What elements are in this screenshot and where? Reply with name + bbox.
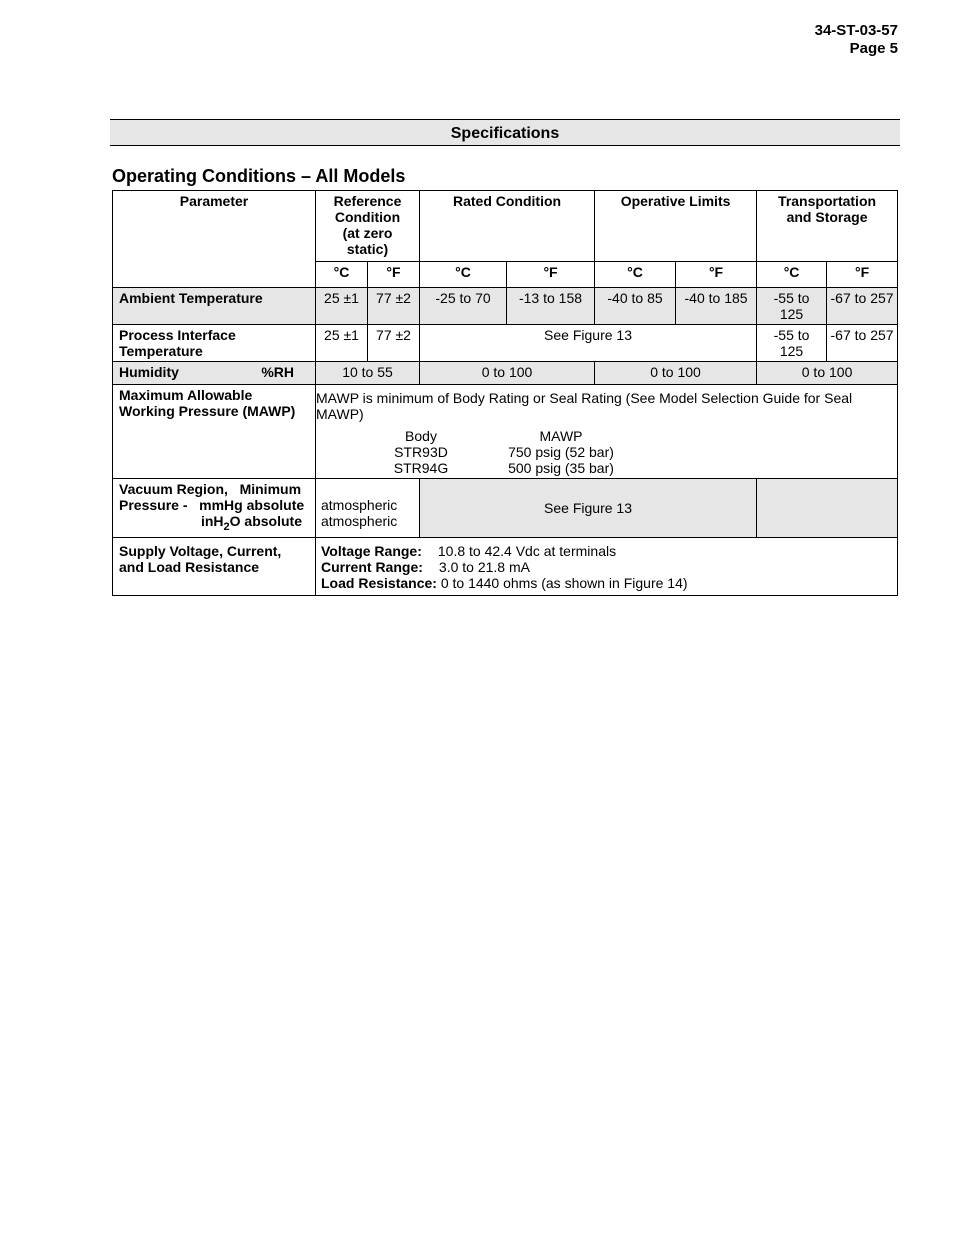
mawp-row: STR94G 500 psig (35 bar) [393,460,614,476]
page-number: Page 5 [849,40,898,57]
reference-header: Reference Condition (at zero static) [316,191,420,262]
table-cell: 0 to 100 [757,362,898,385]
table-row [113,288,898,325]
table-cell: 10 to 55 [316,362,420,385]
mawp-row: STR93D 750 psig (52 bar) [394,444,614,460]
table-cell: -55 to 125 [757,288,827,325]
table-row [113,385,898,479]
mawp-header-row: Body MAWP [405,428,583,444]
table-cell: -40 to 85 [595,288,676,325]
unit-cell: °F [827,262,898,288]
table-cell: -40 to 185 [676,288,757,325]
table-cell: Voltage Range: 10.8 to 42.4 Vdc at terminals Current Range: 3.0 to 21.8 mA Load Resistance: 0 to 1440 ohms (as shown in Figure 14) [316,537,898,595]
mawp-description: MAWP is minimum of Body Rating or Seal Rating (See Model Selection Guide for Seal MAWP) [316,390,853,422]
table-cell: -67 to 257 [827,288,898,325]
operating-conditions-table [112,190,898,596]
unit-cell: °C [595,262,676,288]
section-title: Specifications [110,119,900,146]
table-row [113,479,898,538]
table-row [113,537,898,595]
table-title: Operating Conditions – All Models [112,166,406,186]
parameter-header: Parameter [113,191,316,288]
table-cell: -25 to 70 [420,288,507,325]
unit-cell: °C [316,262,368,288]
unit-cell: °C [757,262,827,288]
unit-cell: °F [368,262,420,288]
table-cell: See Figure 13 [420,325,757,362]
table-cell: 77 ±2 [368,288,420,325]
unit-cell: °F [676,262,757,288]
table-cell [757,479,898,538]
row-label: Supply Voltage, Current, and Load Resistance [113,537,316,595]
rated-header: Rated Condition [420,191,595,262]
doc-number: 34-ST-03-57 [814,22,898,39]
transport-header: Transportation and Storage [757,191,898,262]
table-cell: -67 to 257 [827,325,898,362]
table-cell: See Figure 13 [420,479,757,538]
table-cell [316,385,898,479]
header-row [113,191,898,262]
table-cell: 0 to 100 [595,362,757,385]
table-row [113,362,898,385]
table-cell: -55 to 125 [757,325,827,362]
operative-header: Operative Limits [595,191,757,262]
table-cell: atmospheric atmospheric [316,479,420,538]
row-label: Ambient Temperature [113,288,316,325]
page-header [815,22,898,58]
row-label: Humidity %RH [113,362,316,385]
row-label: Maximum Allowable Working Pressure (MAWP) [113,385,316,479]
table-cell: 25 ±1 [316,288,368,325]
table-cell: 0 to 100 [420,362,595,385]
table-cell: 25 ±1 [316,325,368,362]
mawp-sub-table [316,428,894,476]
table-row [113,325,898,362]
table-cell: 77 ±2 [368,325,420,362]
row-label: Process Interface Temperature [113,325,316,362]
row-label: Vacuum Region, Minimum Pressure - mmHg absolute inH$_2$O absolute [113,479,316,538]
unit-cell: °C [420,262,507,288]
table-cell: -13 to 158 [507,288,595,325]
unit-cell: °F [507,262,595,288]
